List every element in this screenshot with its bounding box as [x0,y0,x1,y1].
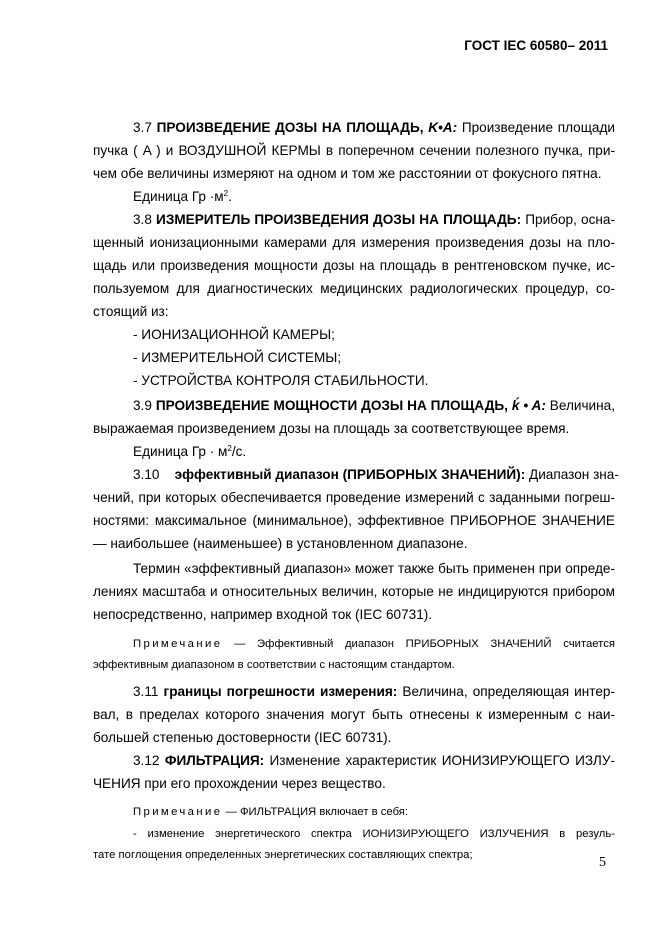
term-dap-meter: ИЗМЕРИТЕЛЬ ПРОИЗВЕДЕНИЯ ДОЗЫ НА ПЛОЩАДЬ: [156,212,522,227]
section-3-10-p2-line-2: лениях масштаба и относительных величин, которые не индицируются прибором [93,584,615,599]
note-label: Примечание [133,806,223,818]
note-label: Примечание [133,638,223,650]
list-item: - ИЗМЕРИТЕЛЬНОЙ СИСТЕМЫ; [133,350,342,365]
section-3-7-unit: Единица Гр $\cdot м^2$. [133,189,232,204]
section-3-12-note-item-line-2: тате поглощения определенных энергетических составляющих спектра; [93,849,473,861]
list-item: - ИОНИЗАЦИОННОЙ КАМЕРЫ; [133,327,335,342]
section-3-8-line-4: пользуемом для диагностических медицинских радиологических процедур, со- [93,281,615,296]
term-effective-range: эффективный диапазон (ПРИБОРНЫХ ЗНАЧЕНИЙ): [174,467,526,482]
section-3-8-line-2: щенный ионизационными камерами для измерения произведения дозы на пло- [93,235,615,250]
section-3-10-line-2: чений, при которых обеспечивается проведение измерений с заданными погреш- [93,490,615,505]
section-3-8-line-5: стоящий из: [93,304,169,319]
term-filtration: ФИЛЬТРАЦИЯ: [164,753,265,768]
section-3-10-note-line-2: эффективным диапазоном в соответствии с настоящим стандартом. [93,659,455,671]
section-3-7-line-2: пучка ( A ) и ВОЗДУШНОЙ КЕРМЫ в поперечном сечении полезного пучка, при- [93,143,615,158]
term-error-limits: границы погрешности измерения: [163,684,398,699]
section-3-11-line-1: 3.11 границы погрешности измерения: Величина, определяющая интер- [133,684,615,699]
page-number: 5 [599,855,606,870]
section-3-7-line-1: 3.7 ПРОИЗВЕДЕНИЕ ДОЗЫ НА ПЛОЩАДЬ, K•A: Произведение площади [133,120,615,135]
term-dose-rate-area-product: ПРОИЗВЕДЕНИЕ МОЩНОСТИ ДОЗЫ НА ПЛОЩАДЬ, [155,398,512,413]
section-3-10-line-3: ностями: максимальное (минимальное), эффективное ПРИБОРНОЕ ЗНАЧЕНИЕ [93,513,615,528]
section-3-9-line-1: 3.9 ПРОИЗВЕДЕНИЕ МОЩНОСТИ ДОЗЫ НА ПЛОЩАДЬ, ḱ • A: Величина, [133,398,615,413]
section-3-7-line-3: чем обе величины измеряют на одном и том же расстоянии от фокусного пятна. [93,166,602,181]
section-3-10-line-1: 3.10 эффективный диапазон (ПРИБОРНЫХ ЗНАЧЕНИЙ): Диапазон зна- [133,467,619,482]
section-3-9-line-2: выражаемая произведением дозы на площадь за соответствующее время. [93,421,570,436]
section-3-12-note-item-line-1: - изменение энергетического спектра ИОНИЗИРУЮЩЕГО ИЗЛУЧЕНИЯ в резуль- [133,828,615,840]
section-3-10-p2-line-1: Термин «эффективный диапазон» может также быть применен при опреде- [133,561,615,576]
section-3-11-line-3: большей степенью достоверности (IEC 60731). [93,730,392,745]
section-3-11-line-2: вал, в пределах которого значения могут быть отнесены к измеренным с наи- [93,707,615,722]
section-3-9-unit: Единица Гр · $м^2/с$. [133,444,247,459]
document-header: ГОСТ IEC 60580– 2011 [464,38,608,53]
section-3-10-line-4: — наибольшее (наименьшее) в установленном диапазоне. [93,536,468,551]
section-3-8-line-3: щадь или произведения мощности дозы на площадь в рентгеновском пучке, ис- [93,258,615,273]
list-item: - УСТРОЙСТВА КОНТРОЛЯ СТАБИЛЬНОСТИ. [133,373,429,388]
term-dose-area-product: ПРОИЗВЕДЕНИЕ ДОЗЫ НА ПЛОЩАДЬ, [156,120,429,135]
section-3-8-line-1: 3.8 ИЗМЕРИТЕЛЬ ПРОИЗВЕДЕНИЯ ДОЗЫ НА ПЛОЩАДЬ: Прибор, осна- [133,212,615,227]
section-3-12-line-1: 3.12 ФИЛЬТРАЦИЯ: Изменение характеристик ИОНИЗИРУЮЩЕГО ИЗЛУ- [133,753,616,768]
section-3-12-note-line-1: Примечание — ФИЛЬТРАЦИЯ включает в себя: [133,806,409,818]
section-3-12-line-2: ЧЕНИЯ при его прохождении через вещество. [93,776,386,791]
section-3-10-note-line-1: Примечание — Эффективный диапазон ПРИБОРНЫХ ЗНАЧЕНИЙ считается [133,638,615,650]
section-3-10-p2-line-3: непосредственно, например входной ток (IEC 60731). [93,607,433,622]
